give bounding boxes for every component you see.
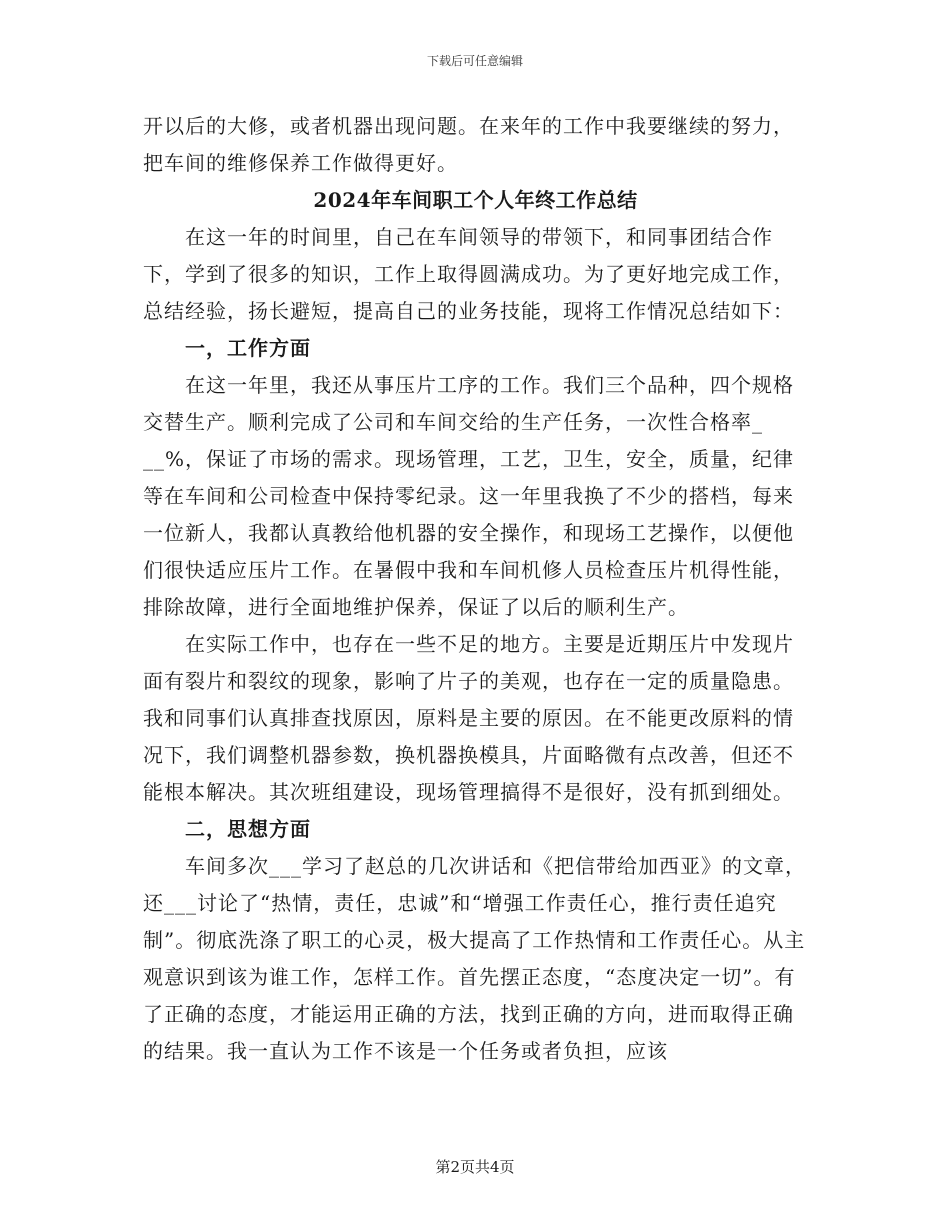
work-paragraph-2: 在实际工作中，也存在一些不足的地方。主要是近期压片中发现片面有裂片和裂纹的现象，影响了片子的美观，也存在一定的质量隐患。我和同事们认真排查找原因，原料是主要的原因。在不能更改原料的情况下，我们调整机器参数，换机器换模具，片面略微有点改善，但还不能根本解决。其次班组建设，现场管理搞得不是很好，没有抓到细处。 — [143, 632, 794, 804]
work-paragraph-1: 在这一年里，我还从事压片工序的工作。我们三个品种，四个规格交替生产。顺利完成了公司和车间交给的生产任务，一次性合格率_ __%，保证了市场的需求。现场管理，工艺，卫生，安全，质量，纪律等在车间和公司检查中保持零纪录。这一年里我换了不少的搭档，每来一位新人，我都认真教给他机器的安全操作，和现场工艺操作，以便他们很快适应压片工作。在暑假中我和车间机修人员检查压片机得性能，排除故障，进行全面地维护保养，保证了以后的顺利生产。 — [143, 373, 795, 619]
section-heading-work: 一，工作方面 — [185, 336, 311, 360]
document-body — [143, 108, 808, 1070]
page-number: 第2页共4页 — [435, 1158, 515, 1176]
document-title: 2024年车间职工个人年终工作总结 — [313, 188, 638, 212]
section-heading-thought: 二，思想方面 — [185, 817, 311, 841]
page-header: 下载后可任意编辑 — [426, 54, 523, 68]
thought-paragraph-1: 车间多次___学习了赵总的几次讲话和《把信带给加西亚》的文章，还___讨论了“热情，责任，忠诚”和“增强工作责任心，推行责任追究制”。彻底洗涤了职工的心灵，极大提高了工作热情和工作责任心。从主观意识到该为谁工作，怎样工作。首先摆正态度，“态度决定一切”。有了正确的态度，才能运用正确的方法，找到正确的方向，进而取得正确的结果。我一直认为工作不该是一个任务或者负担，应该 — [143, 854, 806, 1063]
lead-paragraph: 开以后的大修，或者机器出现问题。在来年的工作中我要继续的努力，把车间的维修保养工作做得更好。 — [143, 114, 794, 175]
intro-paragraph: 在这一年的时间里，自己在车间领导的带领下，和同事团结合作下，学到了很多的知识，工作上取得圆满成功。为了更好地完成工作，总结经验，扬长避短，提高自己的业务技能，现将工作情况总结如下： — [143, 225, 794, 323]
